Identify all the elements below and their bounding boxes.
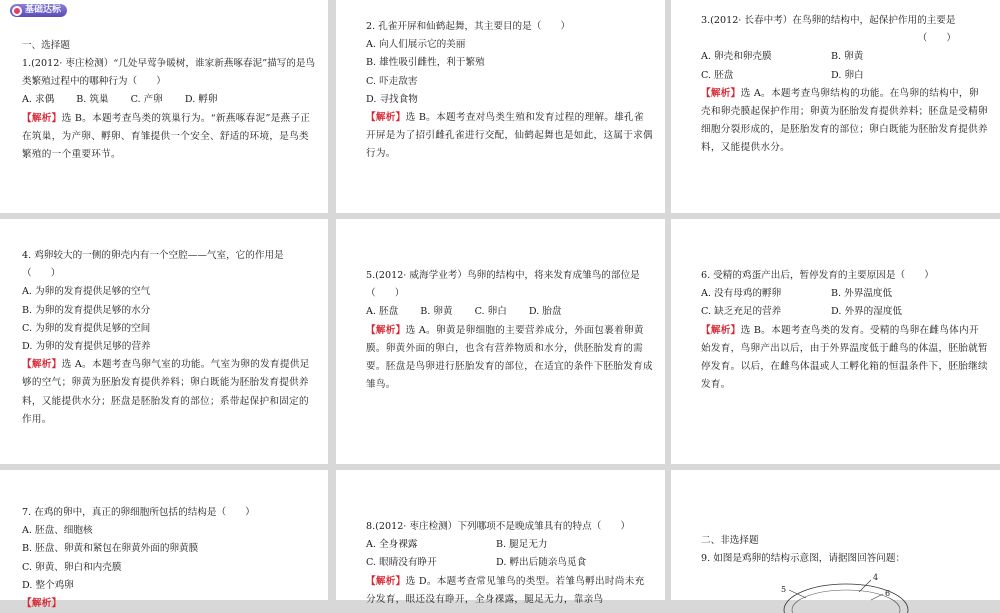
analysis-text: 选 A。卵黄是卵细胞的主要营养成分，外面包裹着卵黄膜。卵黄外面的卵白，也含有营养物质和水分，供胚胎发育的需要。胚盘是鸟卵进行胚胎发育的部位，在适宜的条件下胚胎发育成雏鸟。 bbox=[366, 324, 653, 391]
analysis-tag: 【解析】 bbox=[701, 87, 741, 99]
option-d: D. 卵白 bbox=[831, 69, 864, 81]
page-3 bbox=[671, 0, 1000, 213]
option-b: B. 卵黄 bbox=[831, 51, 864, 63]
egg-membrane-outline bbox=[792, 590, 900, 613]
question-3-stem: 3.(2012· 长春中考）在鸟卵的结构中，起保护作用的主要是 bbox=[701, 15, 956, 26]
option-d: D. 为卵的发育提供足够的营养 bbox=[22, 341, 151, 353]
analysis-tag: 【解析】 bbox=[366, 324, 406, 336]
question-3-analysis bbox=[701, 85, 988, 158]
option-c: C. 吓走敌害 bbox=[366, 75, 418, 87]
circle-icon bbox=[12, 6, 22, 16]
page-4 bbox=[0, 219, 328, 464]
question-6-analysis bbox=[701, 322, 988, 395]
page-7 bbox=[0, 470, 328, 610]
question-7-stem: 7. 在鸡的卵中，真正的卵细胞所包括的结构是（ ） bbox=[22, 507, 255, 518]
option-b: B. 外界温度低 bbox=[831, 288, 893, 300]
question-2-options bbox=[366, 36, 653, 109]
page-2 bbox=[336, 0, 665, 213]
question-3-paren: （ ） bbox=[917, 33, 956, 45]
diagram-label-4: 4 bbox=[873, 573, 879, 582]
option-c: C. 卵白 bbox=[474, 306, 507, 318]
option-d: D. 胎盘 bbox=[528, 306, 562, 318]
analysis-tag: 【解析】 bbox=[22, 112, 62, 124]
option-b: B. 卵黄 bbox=[420, 306, 453, 318]
option-b: B. 雄性吸引雌性，利于繁殖 bbox=[366, 57, 485, 69]
question-7-options bbox=[22, 522, 316, 595]
diagram-label-6: 6 bbox=[885, 589, 891, 598]
question-6-stem: 6. 受精的鸡蛋产出后，暂停发育的主要原因是（ ） bbox=[701, 270, 934, 281]
option-b: B. 腿足无力 bbox=[496, 539, 548, 551]
option-c: C. 眼睛没有睁开 bbox=[366, 557, 437, 569]
section-heading-choice: 一、选择题 bbox=[22, 39, 70, 51]
question-6-options bbox=[701, 285, 988, 321]
page-5 bbox=[336, 219, 665, 464]
option-a: A. 没有母鸡的孵卵 bbox=[701, 288, 782, 300]
question-3-options bbox=[701, 48, 988, 84]
question-4-options bbox=[22, 283, 316, 356]
question-8-analysis bbox=[366, 573, 653, 609]
analysis-text: 选 A。本题考查鸟卵气室的功能。气室为卵的发育提供足够的空气；卵黄为胚胎发育提供养料；卵白既能为胚胎发育提供养料，又能提供水分；胚盘是胚胎发育的部位；系带起保护和固定的作用。 bbox=[22, 359, 310, 425]
option-d: D. 孵出后随亲鸟觅食 bbox=[496, 557, 587, 569]
option-c: C. 产卵 bbox=[130, 94, 163, 106]
option-d: D. 孵卵 bbox=[184, 94, 218, 106]
egg-structure-diagram bbox=[771, 570, 901, 610]
analysis-tag: 【解析】 bbox=[22, 598, 62, 610]
option-c: C. 卵黄、卵白和内壳膜 bbox=[22, 561, 122, 573]
option-b: B. 筑巢 bbox=[76, 94, 109, 106]
question-8-options bbox=[366, 536, 653, 572]
option-d: D. 外界的湿度低 bbox=[831, 306, 903, 318]
question-5-options bbox=[366, 303, 653, 321]
option-b: B. 胚盘、卵黄和紧包在卵黄外面的卵黄膜 bbox=[22, 543, 199, 555]
analysis-text: 选 B。本题考查鸟类的发育。受精的鸟卵在雌鸟体内开始发育，鸟卵产出以后，由于外界温度低于雌鸟的体温，胚胎就暂停发育。以后，在雌鸟体温或人工孵化箱的恒温条件下，胚胎继续发育。 bbox=[701, 324, 988, 391]
section-badge bbox=[22, 4, 316, 23]
option-a: A. 胚盘、细胞核 bbox=[22, 525, 93, 537]
option-d: D. 寻找食物 bbox=[366, 93, 418, 105]
diagram-label-5: 5 bbox=[781, 585, 787, 594]
question-2-analysis bbox=[366, 109, 653, 164]
question-4-analysis bbox=[22, 356, 316, 429]
option-a: A. 求偶 bbox=[22, 94, 55, 106]
option-a: A. 卵壳和卵壳膜 bbox=[701, 51, 772, 63]
analysis-tag: 【解析】 bbox=[701, 324, 741, 336]
analysis-tag: 【解析】 bbox=[22, 359, 62, 371]
question-1-stem: 1.(2012· 枣庄检测）“几处早莺争暖树，谁家新燕啄春泥”描写的是鸟类繁殖过程中的哪种行为（ ） bbox=[22, 57, 316, 88]
analysis-text: 选 A。本题考查鸟卵结构的功能。在鸟卵的结构中，卵壳和卵壳膜起保护作用；卵黄为胚胎发育提供养料；胚盘是受精卵细胞分裂形成的，是胚胎发育的部位；卵白既能为胚胎发育提供养料，又能提供水分。 bbox=[701, 87, 988, 154]
analysis-tag: 【解析】 bbox=[366, 575, 406, 587]
option-a: A. 向人们展示它的美丽 bbox=[366, 39, 466, 51]
question-5-stem: 5.(2012· 威海学业考）鸟卵的结构中，将来发育成雏鸟的部位是（ ） bbox=[366, 270, 640, 300]
analysis-text: 选 B。本题考查对鸟类生殖和发育过程的理解。雄孔雀开屏是为了招引雌孔雀进行交配，仙鹤起舞也是如此，这属于求偶行为。 bbox=[366, 112, 653, 160]
question-1-options bbox=[22, 91, 316, 109]
page-8 bbox=[336, 470, 665, 605]
page-9 bbox=[671, 470, 1000, 600]
question-1-analysis bbox=[22, 110, 316, 165]
analysis-tag: 【解析】 bbox=[366, 112, 406, 124]
option-d: D. 整个鸡卵 bbox=[22, 579, 74, 591]
question-4-stem: 4. 鸡卵较大的一侧的卵壳内有一个空腔——气室，它的作用是（ ） bbox=[22, 250, 284, 280]
question-9-stem: 9. 如图是鸡卵的结构示意图，请据图回答问题： bbox=[701, 553, 906, 565]
question-7-analysis bbox=[22, 595, 316, 613]
option-a: A. 胚盘 bbox=[366, 306, 399, 318]
analysis-text: 选 D。本题考查常见雏鸟的类型。若雏鸟孵出时尚未充分发育，眼还没有睁开，全身裸露，腿足无力，靠亲鸟 bbox=[366, 575, 645, 605]
option-a: A. 全身裸露 bbox=[366, 539, 418, 551]
question-8-stem: 8.(2012· 枣庄检测）下列哪项不是晚成雏具有的特点（ ） bbox=[366, 521, 631, 532]
option-a: A. 为卵的发育提供足够的空气 bbox=[22, 286, 151, 298]
page-1 bbox=[0, 0, 328, 213]
section-heading-nonchoice: 二、非选择题 bbox=[701, 535, 759, 546]
question-2-stem: 2. 孔雀开屏和仙鹤起舞，其主要目的是（ ） bbox=[366, 21, 571, 32]
option-c: C. 缺乏充足的营养 bbox=[701, 306, 782, 318]
badge-label: 基础达标 bbox=[25, 5, 62, 15]
page-6 bbox=[671, 219, 1000, 464]
badge-pill bbox=[10, 4, 67, 17]
leader-line-6 bbox=[871, 594, 883, 600]
option-b: B. 为卵的发育提供足够的水分 bbox=[22, 304, 151, 316]
option-c: C. 为卵的发育提供足够的空间 bbox=[22, 322, 151, 334]
analysis-text: 选 B。本题考查鸟类的筑巢行为。“新燕啄春泥”是燕子正在筑巢，为产卵、孵卵、育雏提供一个安全、舒适的环境，是鸟类繁殖的一个重要环节。 bbox=[22, 112, 311, 160]
option-c: C. 胚盘 bbox=[701, 69, 734, 81]
question-5-analysis bbox=[366, 322, 653, 395]
